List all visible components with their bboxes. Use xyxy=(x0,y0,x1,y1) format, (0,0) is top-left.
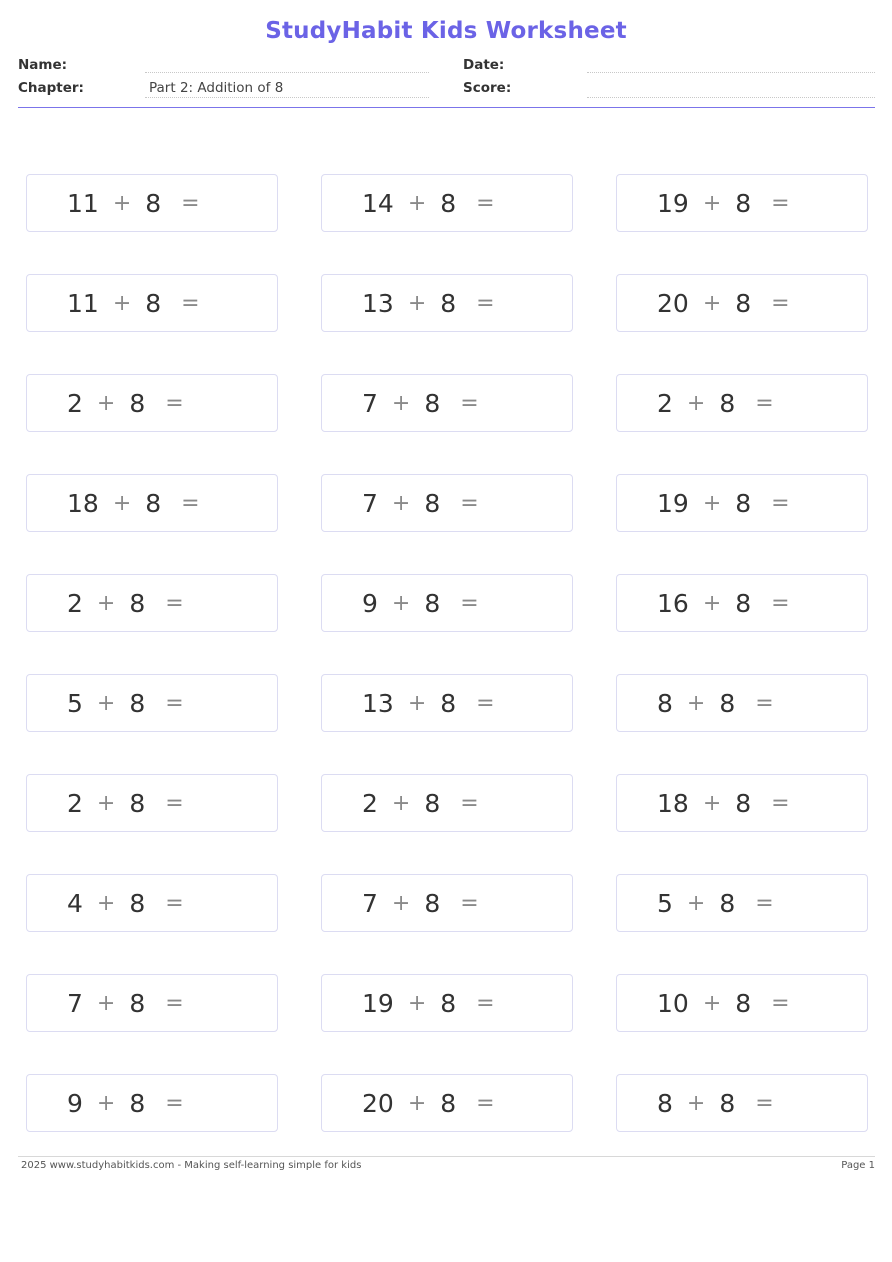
problem-operand-b: 8 xyxy=(145,288,162,318)
name-field[interactable] xyxy=(145,72,429,73)
problem-operand-a: 8 xyxy=(657,688,673,718)
problem-operand-b: 8 xyxy=(735,588,752,618)
plus-sign: + xyxy=(391,490,411,516)
problem-card[interactable] xyxy=(26,274,278,332)
plus-sign: + xyxy=(407,990,427,1016)
equals-sign: = xyxy=(476,990,495,1016)
problem-card[interactable] xyxy=(321,1074,573,1132)
problem-operand-b: 8 xyxy=(719,1088,736,1118)
equals-sign: = xyxy=(771,190,790,216)
problem-operand-b: 8 xyxy=(440,188,457,218)
problem-operand-a: 10 xyxy=(657,988,689,1018)
chapter-value: Part 2: Addition of 8 xyxy=(149,80,284,96)
plus-sign: + xyxy=(112,190,132,216)
plus-sign: + xyxy=(96,590,116,616)
problem-card[interactable] xyxy=(616,1074,868,1132)
problem-operand-a: 19 xyxy=(657,488,689,518)
problem-card[interactable] xyxy=(616,574,868,632)
problem-operand-b: 8 xyxy=(129,788,146,818)
problem-operand-b: 8 xyxy=(440,688,457,718)
name-label: Name: xyxy=(18,57,68,73)
problem-operand-b: 8 xyxy=(719,888,736,918)
problem-card[interactable] xyxy=(321,874,573,932)
equals-sign: = xyxy=(181,290,200,316)
plus-sign: + xyxy=(686,890,706,916)
problem-card[interactable] xyxy=(321,974,573,1032)
problem-card[interactable] xyxy=(26,774,278,832)
equals-sign: = xyxy=(165,890,184,916)
problem-operand-b: 8 xyxy=(129,1088,146,1118)
plus-sign: + xyxy=(96,390,116,416)
plus-sign: + xyxy=(112,490,132,516)
chapter-field-line xyxy=(145,97,429,98)
plus-sign: + xyxy=(391,590,411,616)
equals-sign: = xyxy=(460,790,479,816)
plus-sign: + xyxy=(702,990,722,1016)
plus-sign: + xyxy=(686,690,706,716)
problem-card[interactable] xyxy=(321,674,573,732)
problem-operand-b: 8 xyxy=(735,788,752,818)
footer-copyright: 2025 www.studyhabitkids.com - Making self-learning simple for kids xyxy=(21,1160,362,1171)
problem-grid xyxy=(26,174,868,1132)
plus-sign: + xyxy=(702,490,722,516)
problem-operand-b: 8 xyxy=(145,188,162,218)
problem-operand-a: 11 xyxy=(67,188,99,218)
problem-card[interactable] xyxy=(616,174,868,232)
plus-sign: + xyxy=(96,690,116,716)
problem-card[interactable] xyxy=(26,1074,278,1132)
problem-operand-b: 8 xyxy=(129,988,146,1018)
problem-operand-b: 8 xyxy=(719,388,736,418)
problem-operand-a: 11 xyxy=(67,288,99,318)
problem-operand-b: 8 xyxy=(719,688,736,718)
problem-card[interactable] xyxy=(616,374,868,432)
plus-sign: + xyxy=(407,290,427,316)
problem-operand-b: 8 xyxy=(735,488,752,518)
problem-card[interactable] xyxy=(616,774,868,832)
problem-operand-a: 9 xyxy=(67,1088,83,1118)
problem-operand-a: 7 xyxy=(362,388,378,418)
problem-operand-a: 16 xyxy=(657,588,689,618)
problem-operand-a: 18 xyxy=(67,488,99,518)
equals-sign: = xyxy=(476,690,495,716)
problem-operand-a: 8 xyxy=(657,1088,673,1118)
problem-operand-a: 9 xyxy=(362,588,378,618)
plus-sign: + xyxy=(407,1090,427,1116)
problem-operand-a: 5 xyxy=(67,688,83,718)
problem-operand-a: 2 xyxy=(67,388,83,418)
problem-card[interactable] xyxy=(26,574,278,632)
problem-card[interactable] xyxy=(26,374,278,432)
problem-operand-a: 19 xyxy=(362,988,394,1018)
plus-sign: + xyxy=(96,790,116,816)
problem-operand-a: 2 xyxy=(657,388,673,418)
problem-operand-a: 2 xyxy=(362,788,378,818)
problem-operand-b: 8 xyxy=(440,1088,457,1118)
plus-sign: + xyxy=(686,390,706,416)
equals-sign: = xyxy=(165,390,184,416)
problem-card[interactable] xyxy=(321,174,573,232)
plus-sign: + xyxy=(686,1090,706,1116)
plus-sign: + xyxy=(391,790,411,816)
problem-card[interactable] xyxy=(26,174,278,232)
problem-operand-b: 8 xyxy=(129,888,146,918)
problem-operand-a: 7 xyxy=(362,888,378,918)
problem-operand-a: 7 xyxy=(362,488,378,518)
plus-sign: + xyxy=(702,590,722,616)
plus-sign: + xyxy=(96,1090,116,1116)
problem-operand-b: 8 xyxy=(424,788,441,818)
equals-sign: = xyxy=(771,990,790,1016)
plus-sign: + xyxy=(96,990,116,1016)
equals-sign: = xyxy=(771,590,790,616)
problem-operand-a: 7 xyxy=(67,988,83,1018)
problem-card[interactable] xyxy=(616,974,868,1032)
equals-sign: = xyxy=(165,690,184,716)
problem-operand-b: 8 xyxy=(440,988,457,1018)
equals-sign: = xyxy=(460,390,479,416)
equals-sign: = xyxy=(165,590,184,616)
equals-sign: = xyxy=(460,890,479,916)
problem-operand-b: 8 xyxy=(129,388,146,418)
page-number: Page 1 xyxy=(841,1160,875,1171)
problem-operand-a: 14 xyxy=(362,188,394,218)
equals-sign: = xyxy=(476,1090,495,1116)
problem-operand-a: 5 xyxy=(657,888,673,918)
equals-sign: = xyxy=(755,690,774,716)
equals-sign: = xyxy=(755,1090,774,1116)
equals-sign: = xyxy=(165,990,184,1016)
problem-card[interactable] xyxy=(616,274,868,332)
equals-sign: = xyxy=(771,290,790,316)
plus-sign: + xyxy=(391,390,411,416)
problem-card[interactable] xyxy=(616,674,868,732)
problem-operand-b: 8 xyxy=(735,988,752,1018)
problem-card[interactable] xyxy=(26,874,278,932)
problem-operand-b: 8 xyxy=(129,588,146,618)
problem-operand-b: 8 xyxy=(424,488,441,518)
problem-card[interactable] xyxy=(26,974,278,1032)
problem-card[interactable] xyxy=(321,574,573,632)
problem-operand-a: 2 xyxy=(67,588,83,618)
problem-operand-b: 8 xyxy=(735,288,752,318)
plus-sign: + xyxy=(391,890,411,916)
problem-operand-a: 20 xyxy=(362,1088,394,1118)
equals-sign: = xyxy=(476,290,495,316)
equals-sign: = xyxy=(476,190,495,216)
problem-operand-b: 8 xyxy=(440,288,457,318)
problem-card[interactable] xyxy=(321,274,573,332)
problem-card[interactable] xyxy=(321,374,573,432)
date-field[interactable] xyxy=(587,72,875,73)
plus-sign: + xyxy=(407,690,427,716)
date-label: Date: xyxy=(463,57,505,73)
problem-card[interactable] xyxy=(616,874,868,932)
equals-sign: = xyxy=(755,890,774,916)
problem-operand-a: 20 xyxy=(657,288,689,318)
problem-card[interactable] xyxy=(321,474,573,532)
plus-sign: + xyxy=(702,290,722,316)
worksheet-title: StudyHabit Kids Worksheet xyxy=(265,18,627,44)
problem-operand-a: 18 xyxy=(657,788,689,818)
problem-operand-b: 8 xyxy=(424,588,441,618)
problem-card[interactable] xyxy=(26,674,278,732)
equals-sign: = xyxy=(460,490,479,516)
problem-operand-a: 4 xyxy=(67,888,83,918)
problem-operand-b: 8 xyxy=(424,388,441,418)
score-label: Score: xyxy=(463,80,512,96)
plus-sign: + xyxy=(96,890,116,916)
problem-operand-a: 19 xyxy=(657,188,689,218)
equals-sign: = xyxy=(181,190,200,216)
problem-operand-b: 8 xyxy=(735,188,752,218)
header-divider xyxy=(18,107,875,108)
problem-card[interactable] xyxy=(616,474,868,532)
problem-operand-b: 8 xyxy=(145,488,162,518)
problem-operand-a: 13 xyxy=(362,288,394,318)
plus-sign: + xyxy=(702,790,722,816)
footer-divider xyxy=(18,1156,875,1157)
equals-sign: = xyxy=(771,790,790,816)
equals-sign: = xyxy=(165,790,184,816)
problem-operand-b: 8 xyxy=(129,688,146,718)
equals-sign: = xyxy=(771,490,790,516)
score-field[interactable] xyxy=(587,97,875,98)
problem-operand-b: 8 xyxy=(424,888,441,918)
equals-sign: = xyxy=(181,490,200,516)
equals-sign: = xyxy=(460,590,479,616)
equals-sign: = xyxy=(165,1090,184,1116)
plus-sign: + xyxy=(702,190,722,216)
plus-sign: + xyxy=(112,290,132,316)
plus-sign: + xyxy=(407,190,427,216)
problem-operand-a: 13 xyxy=(362,688,394,718)
problem-card[interactable] xyxy=(26,474,278,532)
chapter-label: Chapter: xyxy=(18,80,84,96)
equals-sign: = xyxy=(755,390,774,416)
problem-card[interactable] xyxy=(321,774,573,832)
problem-operand-a: 2 xyxy=(67,788,83,818)
